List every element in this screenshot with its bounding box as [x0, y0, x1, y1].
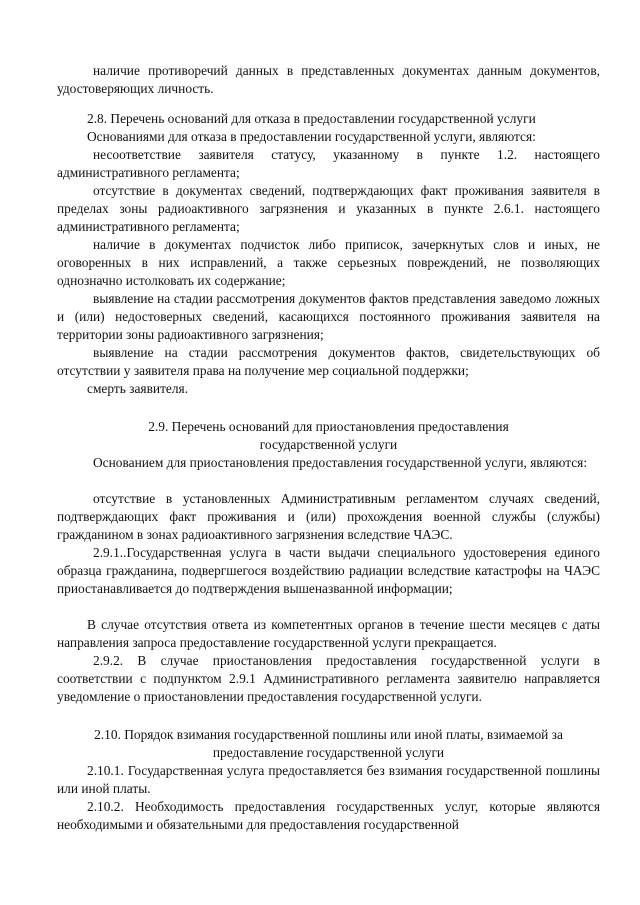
section-2-9-title-line1: 2.9. Перечень оснований для приостановления предоставления — [148, 419, 509, 434]
section-2-9-1-termination: В случае отсутствия ответа из компетентных органов в течение шести месяцев с даты направления запроса предоставление государственной услуги прекращается. — [57, 617, 600, 650]
section-2-9-1: 2.9.1..Государственная услуга в части выдачи специального удостоверения единого образца гражданина, подвергшегося воздействию радиации вследствие катастрофы на ЧАЭС приостанавливается до подтверждения вышеназванной информации; — [57, 545, 600, 596]
section-2-9-intro: Основанием для приостановления предоставления государственной услуги, являются: — [93, 455, 588, 470]
paragraph-contradictions: наличие противоречий данных в представленных документах данным документов, удостоверяющих личность. — [57, 63, 600, 96]
refusal-ground-no-residence-info: отсутствие в документах сведений, подтверждающих факт проживания заявителя в пределах зоны радиоактивного загрязнения и указанных в пункте 2.6.1. настоящего административного регламента; — [57, 183, 600, 234]
section-2-10-2: 2.10.2. Необходимость предоставления государственных услуг, которые являются необходимыми и обязательными для предоставления государственной — [57, 799, 600, 832]
refusal-ground-corrections: наличие в документах подчисток либо приписок, зачеркнутых слов и иных, не оговоренных в них исправлений, а также серьезных повреждений, не позволяющих однозначно истолковать их содержание; — [57, 237, 600, 288]
section-2-10-1: 2.10.1. Государственная услуга предоставляется без взимания государственной пошлины или иной платы. — [57, 763, 600, 796]
section-2-8-title: 2.8. Перечень оснований для отказа в предоставлении государственной услуги — [87, 111, 536, 126]
section-2-8-intro: Основаниями для отказа в предоставлении государственной услуги, являются: — [87, 129, 536, 144]
section-2-9-title-line2: государственной услуги — [259, 437, 398, 452]
section-2-9-2: 2.9.2. В случае приостановления предоставления государственной услуги в соответствии с подпунктом 2.9.1 Административного регламента заявителю направляется уведомление о приостановлении предоставления государственной услуги. — [57, 653, 600, 704]
refusal-ground-status: несоответствие заявителя статусу, указанному в пункте 1.2. настоящего административного регламента; — [57, 147, 600, 180]
section-2-10-title-line1: 2.10. Порядок взимания государственной пошлины или иной платы, взимаемой за — [94, 727, 563, 742]
section-2-10-title-line2: предоставление государственной услуги — [212, 745, 445, 760]
suspension-ground-missing-info: отсутствие в установленных Административным регламентом случаях сведений, подтверждающих факт проживания и (или) прохождения военной службы (службы) гражданином в зонах радиоактивного загрязнения вследствие ЧАЭС. — [57, 491, 600, 542]
refusal-ground-death: смерть заявителя. — [87, 381, 189, 396]
refusal-ground-false-info: выявление на стадии рассмотрения документов фактов представления заведомо ложных и (или) недостоверных сведений, касающихся постоянного проживания заявителя на территории зоны радиоактивного загрязнения; — [57, 291, 600, 342]
refusal-ground-no-right: выявление на стадии рассмотрения документов фактов, свидетельствующих об отсутствии у заявителя права на получение мер социальной поддержки; — [57, 345, 600, 378]
